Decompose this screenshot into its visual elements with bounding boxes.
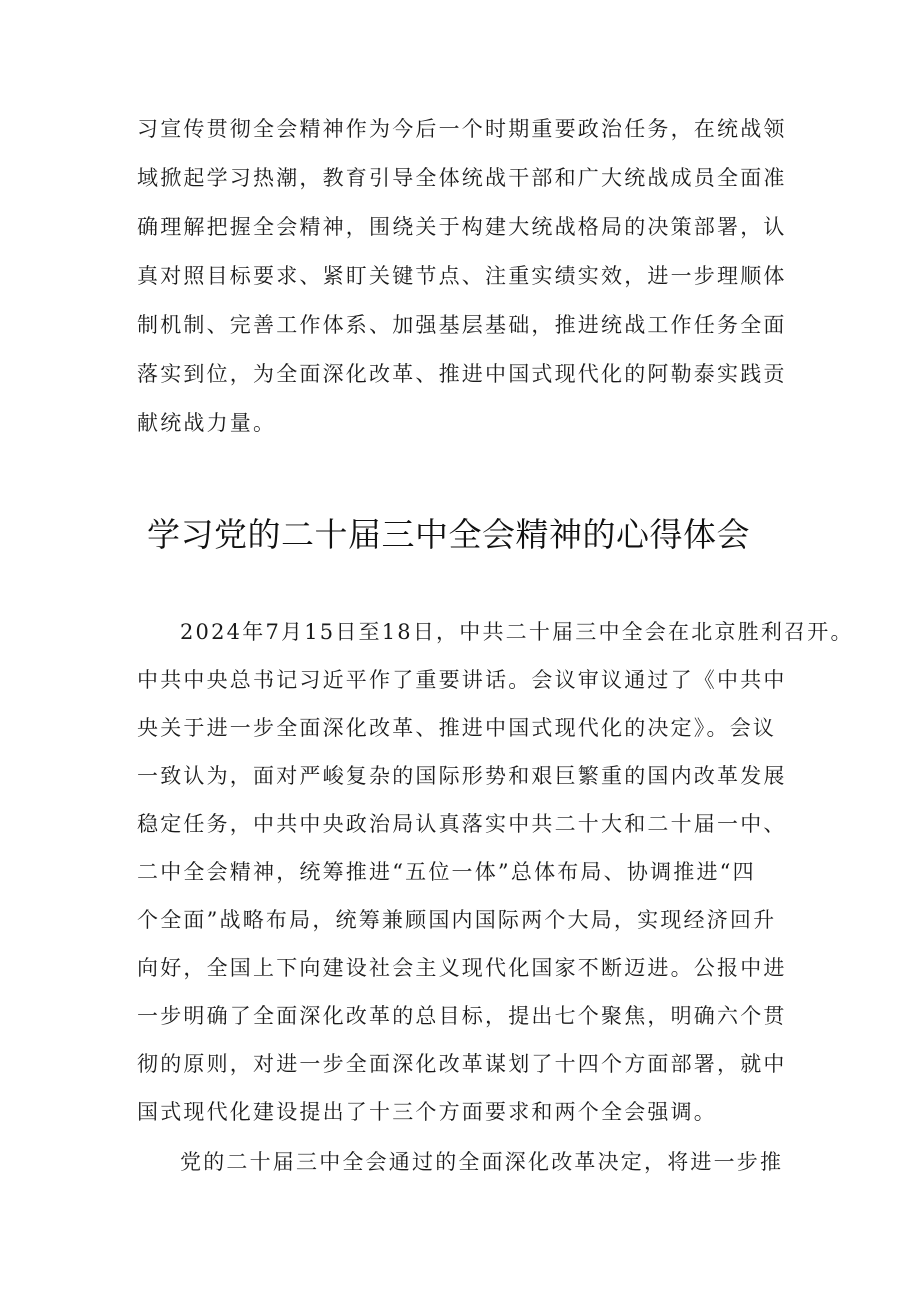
body-text-line: 党的二十届三中全会通过的全面深化改革决定，将进一步推 xyxy=(180,1150,784,1174)
body-text-line: 彻的原则，对进一步全面深化改革谋划了十四个方面部署，就中 xyxy=(137,1052,787,1076)
body-text-line: 向好，全国上下向建设社会主义现代化国家不断迈进。公报中进 xyxy=(137,956,787,980)
body-text-line: 二中全会精神，统筹推进“五位一体”总体布局、协调推进“四 xyxy=(137,860,756,884)
body-text-line: 确理解把握全会精神，围绕关于构建大统战格局的决策部署，认 xyxy=(137,215,787,239)
body-text-line: 域掀起学习热潮，教育引导全体统战干部和广大统战成员全面准 xyxy=(137,166,787,190)
body-text-line: 献统战力量。 xyxy=(137,411,277,435)
body-text-line: 稳定任务，中共中央政治局认真落实中共二十大和二十届一中、 xyxy=(137,812,787,836)
body-text-line: 中共中央总书记习近平作了重要讲话。会议审议通过了《中共中 xyxy=(137,668,787,692)
body-text-line: 一步明确了全面深化改革的总目标，提出七个聚焦，明确六个贯 xyxy=(137,1004,787,1028)
body-text-line: 一致认为，面对严峻复杂的国际形势和艰巨繁重的国内改革发展 xyxy=(137,764,787,788)
body-text-line: 落实到位，为全面深化改革、推进中国式现代化的阿勒泰实践贡 xyxy=(137,362,787,386)
body-text-line: 国式现代化建设提出了十三个方面要求和两个全会强调。 xyxy=(137,1100,717,1124)
body-text-line: 习宣传贯彻全会精神作为今后一个时期重要政治任务，在统战领 xyxy=(137,117,787,141)
body-text-line: 2024年7月15日至18日，中共二十届三中全会在北京胜利召开。 xyxy=(180,620,854,644)
section-heading: 学习党的二十届三中全会精神的心得体会 xyxy=(147,515,750,554)
body-text-line: 央关于进一步全面深化改革、推进中国式现代化的决定》。会议 xyxy=(137,716,777,740)
body-text-line: 真对照目标要求、紧盯关键节点、注重实绩实效，进一步理顺体 xyxy=(137,264,787,288)
body-text-line: 制机制、完善工作体系、加强基层基础，推进统战工作任务全面 xyxy=(137,313,787,337)
body-text-line: 个全面”战略布局，统筹兼顾国内国际两个大局，实现经济回升 xyxy=(137,908,777,932)
